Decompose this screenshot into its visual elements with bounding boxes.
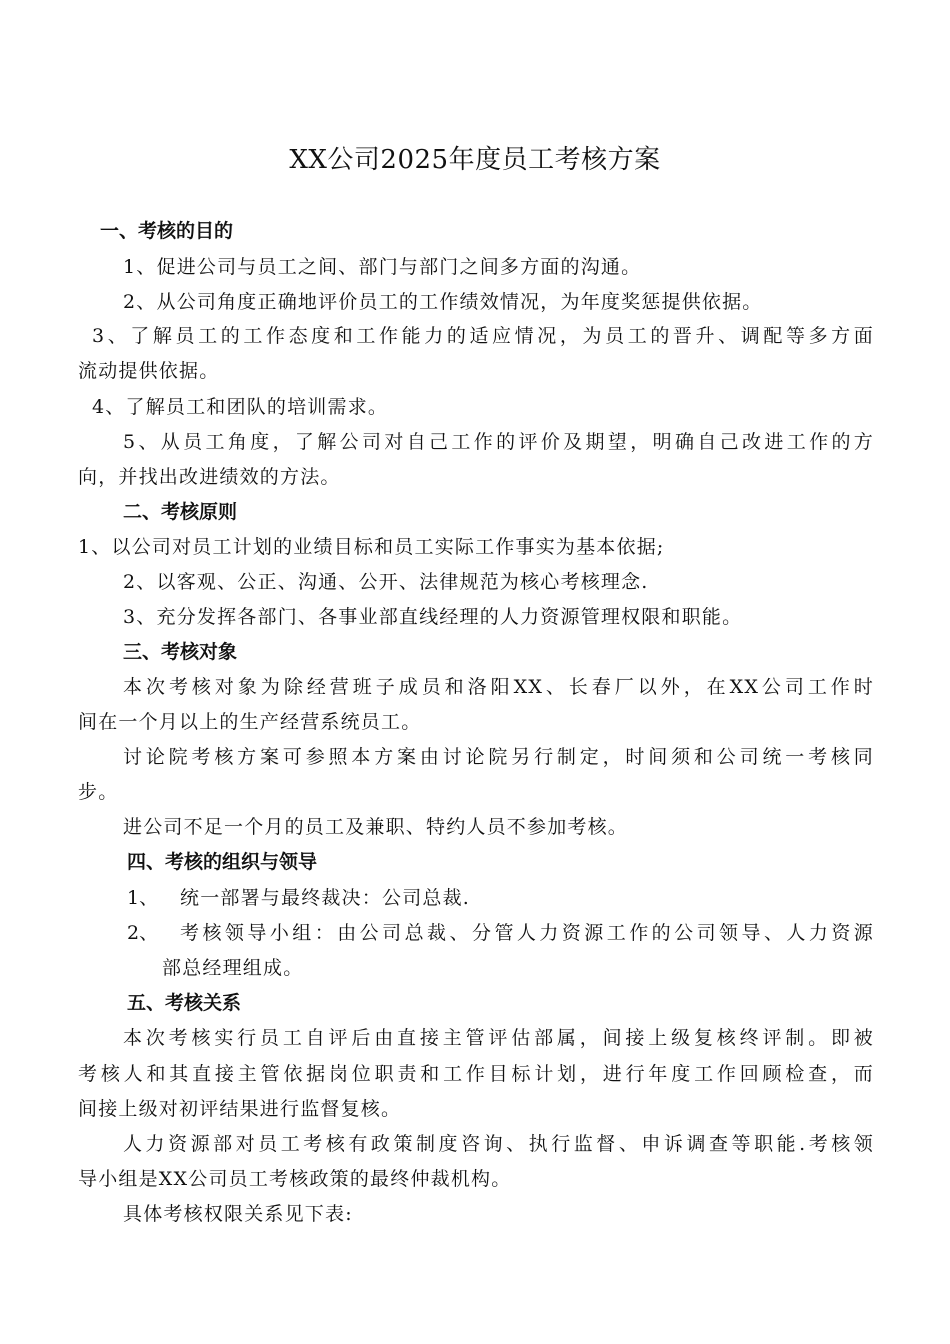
paragraph-line: 1、促进公司与员工之间、部门与部门之间多方面的沟通。 [123, 256, 642, 278]
paragraph-line: 4、了解员工和团队的培训需求。 [92, 396, 389, 418]
paragraph-line: 导小组是XX公司员工考核政策的最终仲裁机构。 [78, 1168, 512, 1190]
list-item-text: 统一部署与最终裁决：公司总裁. [180, 887, 471, 909]
paragraph-line: 考核人和其直接主管依据岗位职责和工作目标计划，进行年度工作回顾检查，而 [78, 1063, 874, 1085]
paragraph-line: 3、了解员工的工作态度和工作能力的适应情况，为员工的晋升、调配等多方面 [92, 325, 874, 347]
document-title: XX公司2025年度员工考核方案 [289, 145, 661, 175]
paragraph-line: 2、从公司角度正确地评价员工的工作绩效情况，为年度奖惩提供依据。 [123, 291, 763, 313]
paragraph-line: 人力资源部对员工考核有政策制度咨询、执行监督、申诉调查等职能.考核领 [123, 1133, 874, 1155]
paragraph-line: 3、充分发挥各部门、各事业部直线经理的人力资源管理权限和职能。 [123, 606, 743, 628]
paragraph-line: 5、从员工角度，了解公司对自己工作的评价及期望，明确自己改进工作的方 [123, 431, 874, 453]
paragraph-line: 间在一个月以上的生产经营系统员工。 [78, 711, 422, 733]
section-heading-organization: 四、考核的组织与领导 [127, 851, 318, 873]
list-item-text: 考核领导小组：由公司总裁、分管人力资源工作的公司领导、人力资源 [180, 922, 874, 944]
paragraph-line: 具体考核权限关系见下表: [123, 1203, 353, 1225]
list-number: 2、 [127, 922, 159, 944]
paragraph-line: 进公司不足一个月的员工及兼职、特约人员不参加考核。 [123, 816, 629, 838]
section-heading-targets: 三、考核对象 [123, 641, 238, 663]
paragraph-line: 2、以客观、公正、沟通、公开、法律规范为核心考核理念. [123, 571, 649, 593]
list-number: 1、 [127, 887, 159, 909]
paragraph-line: 讨论院考核方案可参照本方案由讨论院另行制定，时间须和公司统一考核同 [123, 746, 874, 768]
paragraph-line: 本次考核实行员工自评后由直接主管评估部属，间接上级复核终评制。即被 [123, 1027, 874, 1049]
section-heading-relations: 五、考核关系 [127, 992, 242, 1014]
paragraph-line: 1、以公司对员工计划的业绩目标和员工实际工作事实为基本依据; [78, 536, 665, 558]
paragraph-line: 步。 [78, 781, 119, 803]
paragraph-line: 向，并找出改进绩效的方法。 [78, 466, 341, 488]
paragraph-line: 本次考核对象为除经营班子成员和洛阳XX、长春厂以外，在XX公司工作时 [123, 676, 874, 698]
paragraph-line: 流动提供依据。 [78, 360, 220, 382]
section-heading-principles: 二、考核原则 [123, 501, 238, 523]
section-heading-purpose: 一、考核的目的 [100, 220, 234, 242]
list-item-text: 部总经理组成。 [162, 957, 304, 979]
paragraph-line: 间接上级对初评结果进行监督复核。 [78, 1098, 402, 1120]
